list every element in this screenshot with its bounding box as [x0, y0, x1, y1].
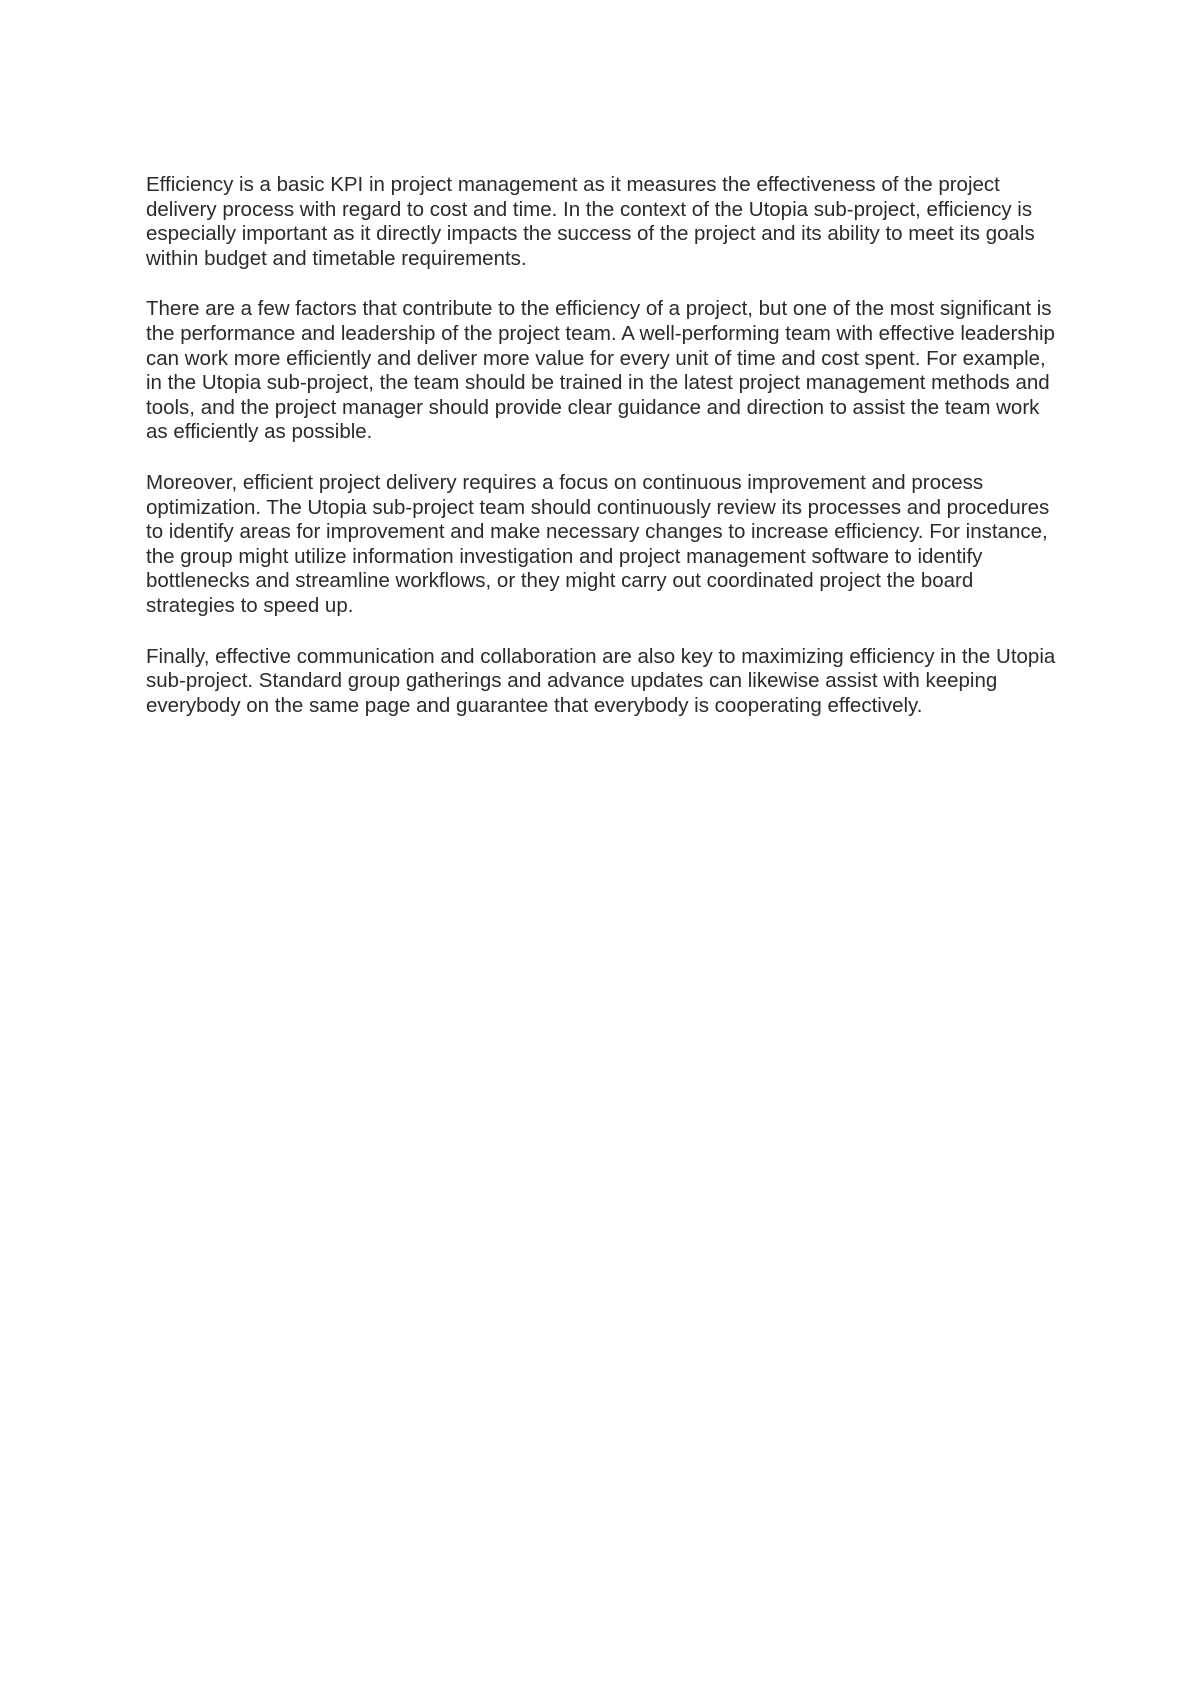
paragraph-team-performance: There are a few factors that contribute to the efficiency of a project, but one of the most significant is the performance and leadership of the project team. A well-performing team with effective leadership can work more efficiently and deliver more value for every unit of time and cost spent. For example, in the Utopia sub-project, the team should be trained in the latest project management methods and tools, and the project manager should provide clear guidance and direction to assist the team work as efficiently as possible. [146, 297, 1055, 444]
paragraph-continuous-improvement: Moreover, efficient project delivery requires a focus on continuous improvement and process optimization. The Utopia sub-project team should continuously review its processes and procedures to identify areas for improvement and make necessary changes to increase efficiency. For instance, the group might utilize information investigation and project management software to identify bottlenecks and streamline workflows, or they might carry out coordinated project the board strategies to speed up. [146, 470, 1050, 617]
paragraph-communication: Finally, effective communication and collaboration are also key to maximizing efficiency in the Utopia sub-project. Standard group gatherings and advance updates can likewise assist with keeping everybody on the same page and guarantee that everybody is cooperating effectively. [146, 644, 1056, 717]
document-body [146, 173, 1066, 744]
paragraph-efficiency-kpi: Efficiency is a basic KPI in project management as it measures the effectiveness of the project delivery process with regard to cost and time. In the context of the Utopia sub-project, efficiency is especially important as it directly impacts the success of the project and its ability to meet its goals within budget and timetable requirements. [146, 173, 1035, 270]
